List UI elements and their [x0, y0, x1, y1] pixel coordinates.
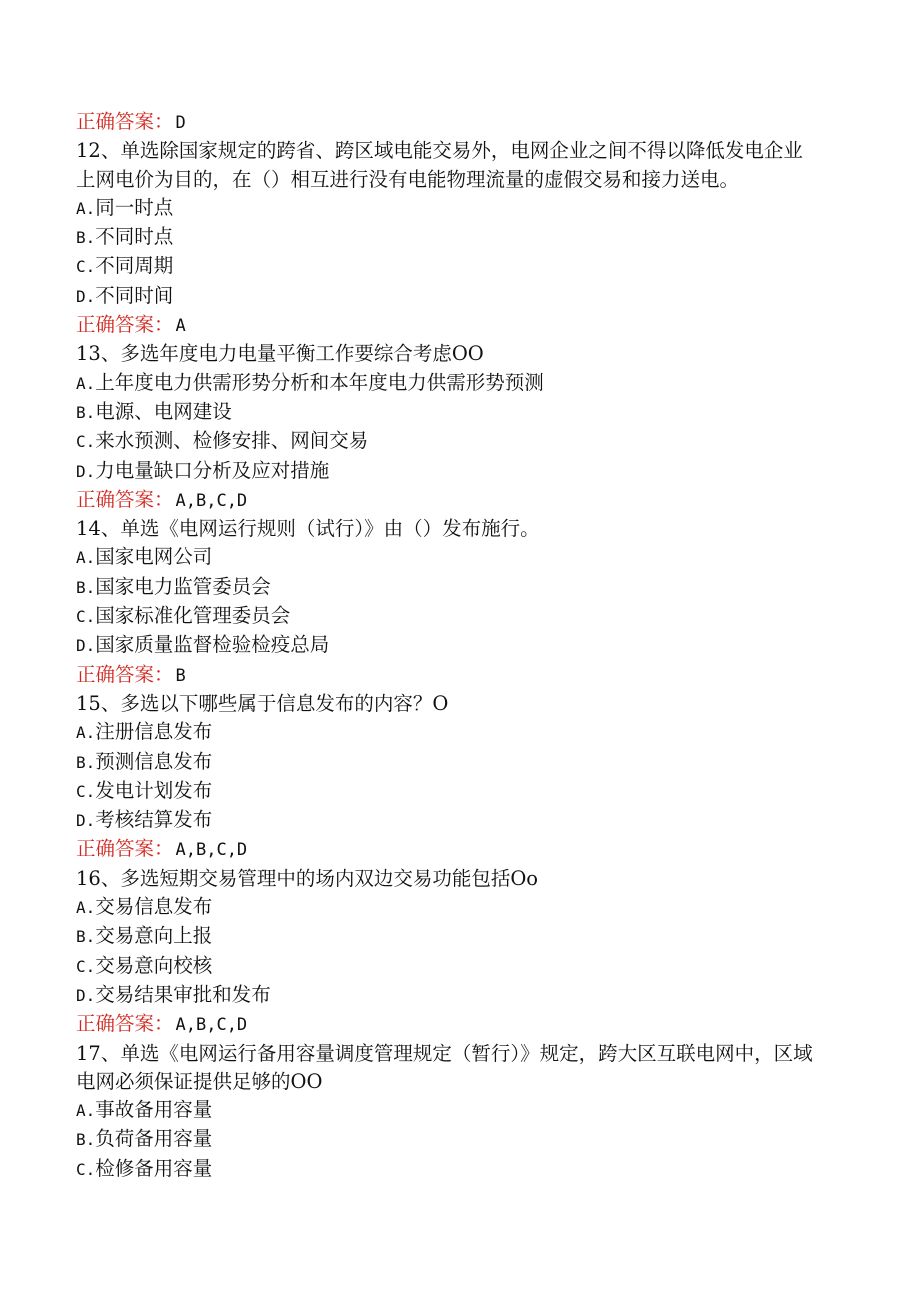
answer-option — [76, 427, 816, 456]
answer-option — [76, 718, 816, 747]
answer-option — [76, 194, 816, 223]
answer-line — [76, 835, 816, 864]
question-block — [76, 515, 816, 690]
option-letter: B. — [76, 927, 96, 947]
option-letter: A. — [76, 723, 96, 743]
question-block — [76, 1040, 816, 1184]
option-text: 来水预测、检修安排、网间交易 — [95, 429, 369, 453]
question-stem: 17、单选《电网运行备用容量调度管理规定（暂行）》规定，跨大区互联电网中，区域电网必须保证提供足够的OO — [76, 1041, 813, 1093]
option-letter: B. — [76, 228, 96, 248]
option-letter: B. — [76, 752, 96, 772]
question-block — [76, 340, 816, 515]
option-letter: D. — [76, 811, 96, 831]
option-text: 同一时点 — [95, 195, 174, 219]
option-letter: B. — [76, 1130, 96, 1150]
answer-line — [76, 486, 816, 515]
answer-line — [76, 108, 816, 137]
answer-label: 正确答案： — [76, 837, 174, 861]
answer-option — [76, 952, 816, 981]
option-letter: D. — [76, 286, 96, 306]
answer-value: D — [175, 113, 186, 133]
answer-line — [76, 1010, 816, 1039]
question-stem: 12、单选除国家规定的跨省、跨区域电能交易外，电网企业之间不得以降低发电企业上网电价为目的，在（）相互进行没有电能物理流量的虚假交易和接力送电。 — [76, 139, 803, 191]
answer-option — [76, 806, 816, 835]
option-text: 交易意向上报 — [95, 924, 213, 948]
option-letter: C. — [76, 607, 96, 627]
option-letter: B. — [76, 577, 96, 597]
option-letter: A. — [76, 548, 96, 568]
question-stem: 13、多选年度电力电量平衡工作要综合考虑OO — [76, 342, 484, 366]
option-letter: C. — [76, 781, 96, 801]
answer-value: A — [175, 316, 186, 337]
option-text: 不同周期 — [95, 254, 174, 278]
option-text: 不同时间 — [95, 283, 174, 307]
answer-label: 正确答案： — [76, 1012, 174, 1036]
answer-option — [76, 543, 816, 572]
option-text: 交易信息发布 — [95, 895, 213, 919]
option-text: 国家电力监管委员会 — [95, 574, 271, 598]
option-text: 上年度电力供需形势分析和本年度电力供需形势预测 — [95, 370, 544, 394]
answer-option — [76, 457, 816, 486]
answer-option — [76, 777, 816, 806]
option-text: 发电计划发布 — [95, 778, 213, 802]
answer-option — [76, 573, 816, 602]
option-text: 考核结算发布 — [95, 808, 213, 832]
answer-line — [76, 311, 816, 340]
option-text: 力电量缺口分析及应对措施 — [95, 458, 330, 482]
option-letter: D. — [76, 636, 96, 656]
answer-option — [76, 369, 816, 398]
option-letter: C. — [76, 1159, 96, 1179]
option-letter: A. — [76, 373, 96, 393]
answer-option — [76, 893, 816, 922]
question-stem: 16、多选短期交易管理中的场内双边交易功能包括Oo — [76, 866, 539, 890]
answer-option — [76, 922, 816, 951]
option-letter: C. — [76, 956, 96, 976]
answer-option — [76, 223, 816, 252]
answer-value: A,B,C,D — [175, 490, 248, 511]
answer-line — [76, 661, 816, 690]
option-letter: A. — [76, 1101, 96, 1121]
answer-option — [76, 1125, 816, 1154]
option-text: 国家标准化管理委员会 — [95, 604, 291, 628]
answer-option — [76, 748, 816, 777]
answer-option — [76, 631, 816, 660]
answer-option — [76, 602, 816, 631]
option-text: 不同时点 — [95, 225, 174, 249]
option-letter: C. — [76, 257, 96, 277]
answer-label: 正确答案： — [76, 313, 174, 337]
option-letter: C. — [76, 432, 96, 452]
answer-label: 正确答案： — [76, 662, 174, 686]
answer-value: B — [175, 665, 186, 686]
option-letter: B. — [76, 402, 96, 422]
option-letter: D. — [76, 461, 96, 481]
option-text: 预测信息发布 — [95, 749, 213, 773]
option-text: 国家电网公司 — [95, 545, 213, 569]
answer-value: A,B,C,D — [175, 840, 248, 861]
answer-option — [76, 398, 816, 427]
answer-label: 正确答案： — [76, 487, 174, 511]
answer-label: 正确答案： — [76, 110, 174, 133]
answer-value: A,B,C,D — [175, 1015, 248, 1036]
option-text: 注册信息发布 — [95, 720, 213, 744]
question-list — [76, 108, 816, 1184]
option-text: 检修备用容量 — [95, 1156, 213, 1180]
option-letter: D. — [76, 985, 96, 1005]
option-text: 交易结果审批和发布 — [95, 982, 271, 1006]
question-block — [76, 137, 816, 340]
question-stem: 14、单选《电网运行规则（试行）》由（）发布施行。 — [76, 517, 540, 541]
answer-option — [76, 1096, 816, 1125]
question-stem: 15、多选以下哪些属于信息发布的内容？O — [76, 691, 449, 715]
option-text: 负荷备用容量 — [95, 1127, 213, 1151]
option-letter: A. — [76, 898, 96, 918]
option-text: 事故备用容量 — [95, 1098, 213, 1122]
answer-option — [76, 282, 816, 311]
answer-option — [76, 1155, 816, 1184]
option-letter: A. — [76, 198, 96, 218]
option-text: 交易意向校核 — [95, 953, 213, 977]
question-block — [76, 690, 816, 865]
option-text: 电源、电网建设 — [95, 399, 232, 423]
answer-option — [76, 981, 816, 1010]
question-block — [76, 865, 816, 1040]
answer-option — [76, 252, 816, 281]
option-text: 国家质量监督检验检疫总局 — [95, 633, 330, 657]
